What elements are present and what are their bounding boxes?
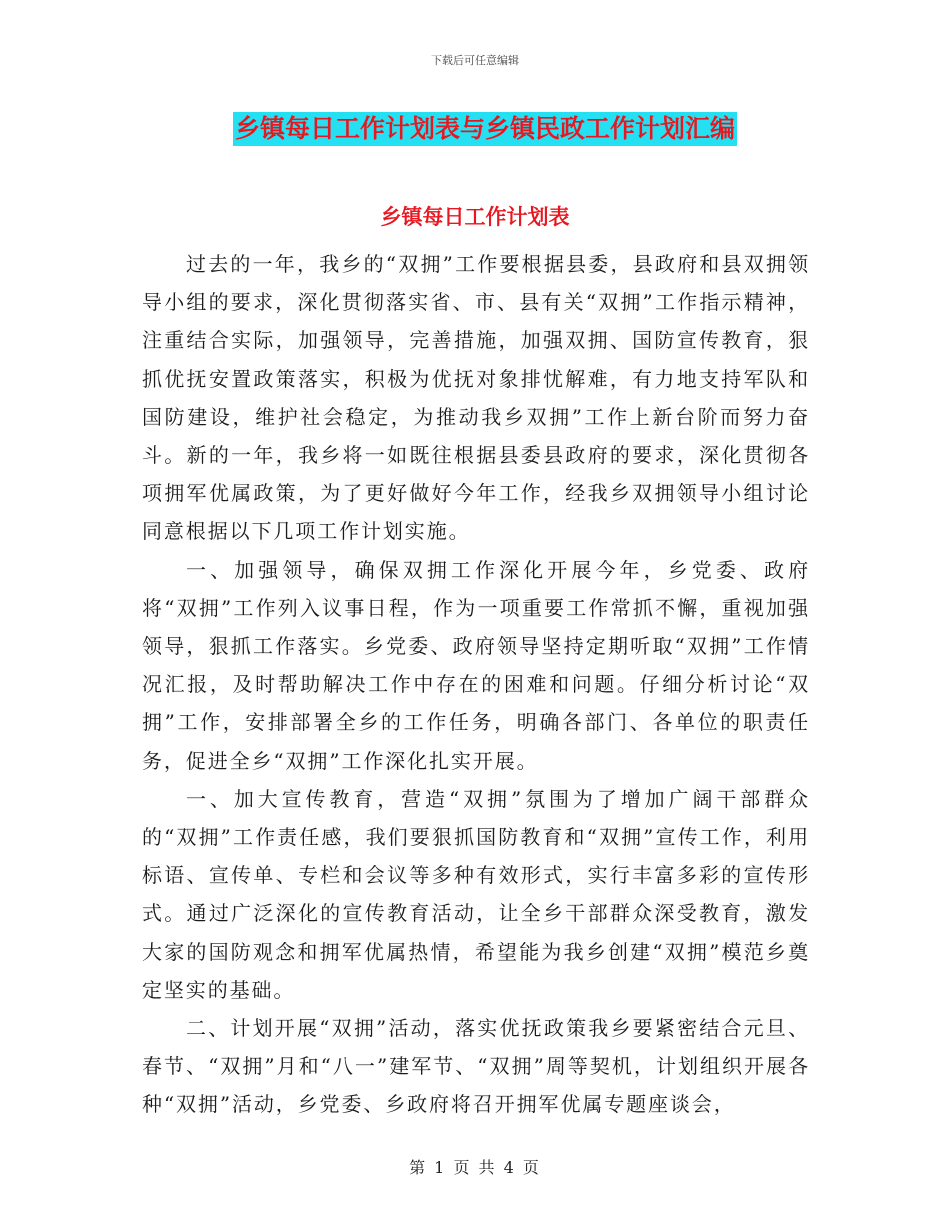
header-note: 下载后可任意编辑	[431, 54, 519, 67]
paragraph: 过去的一年，我乡的“双拥”工作要根据县委，县政府和县双拥领导小组的要求，深化贯彻落实省、市、县有关“双拥”工作指示精神，注重结合实际，加强领导，完善措施，加强双拥、国防宣传教育，狠抓优抚安置政策落实，积极为优抚对象排忧解难，有力地支持军队和国防建设，维护社会稳定，为推动我乡双拥”工作上新台阶而努力奋斗。新的一年，我乡将一如既往根据县委县政府的要求，深化贯彻各项拥军优属政策，为了更好做好今年工作，经我乡双拥领导小组讨论同意根据以下几项工作计划实施。	[142, 252, 810, 544]
document-title: 乡镇每日工作计划表与乡镇民政工作计划汇编	[233, 112, 737, 146]
paragraph: 二、计划开展“双拥”活动，落实优抚政策我乡要紧密结合元旦、春节、“双拥”月和“八一”建军节、“双拥”周等契机，计划组织开展各种“双拥”活动，乡党委、乡政府将召开拥军优属专题座谈会，	[142, 1016, 810, 1117]
page-number-footer: 第 1 页 共 4 页	[409, 1158, 541, 1177]
paragraph: 一、加大宣传教育，营造“双拥”氛围为了增加广阔干部群众的“双拥”工作责任感，我们要狠抓国防教育和“双拥”宣传工作，利用标语、宣传单、专栏和会议等多种有效形式，实行丰富多彩的宣传形式。通过广泛深化的宣传教育活动，让全乡干部群众深受教育，激发大家的国防观念和拥军优属热情，希望能为我乡创建“双拥”模范乡奠定坚实的基础。	[142, 786, 810, 1002]
section-title: 乡镇每日工作计划表	[380, 205, 570, 229]
document-body	[142, 245, 810, 1124]
paragraph: 一、加强领导，确保双拥工作深化开展今年，乡党委、政府将“双拥”工作列入议事日程，作为一项重要工作常抓不懈，重视加强领导，狠抓工作落实。乡党委、政府领导坚持定期听取“双拥”工作情况汇报，及时帮助解决工作中存在的困难和问题。仔细分析讨论“双拥”工作，安排部署全乡的工作任务，明确各部门、各单位的职责任务，促进全乡“双拥”工作深化扎实开展。	[142, 557, 810, 773]
